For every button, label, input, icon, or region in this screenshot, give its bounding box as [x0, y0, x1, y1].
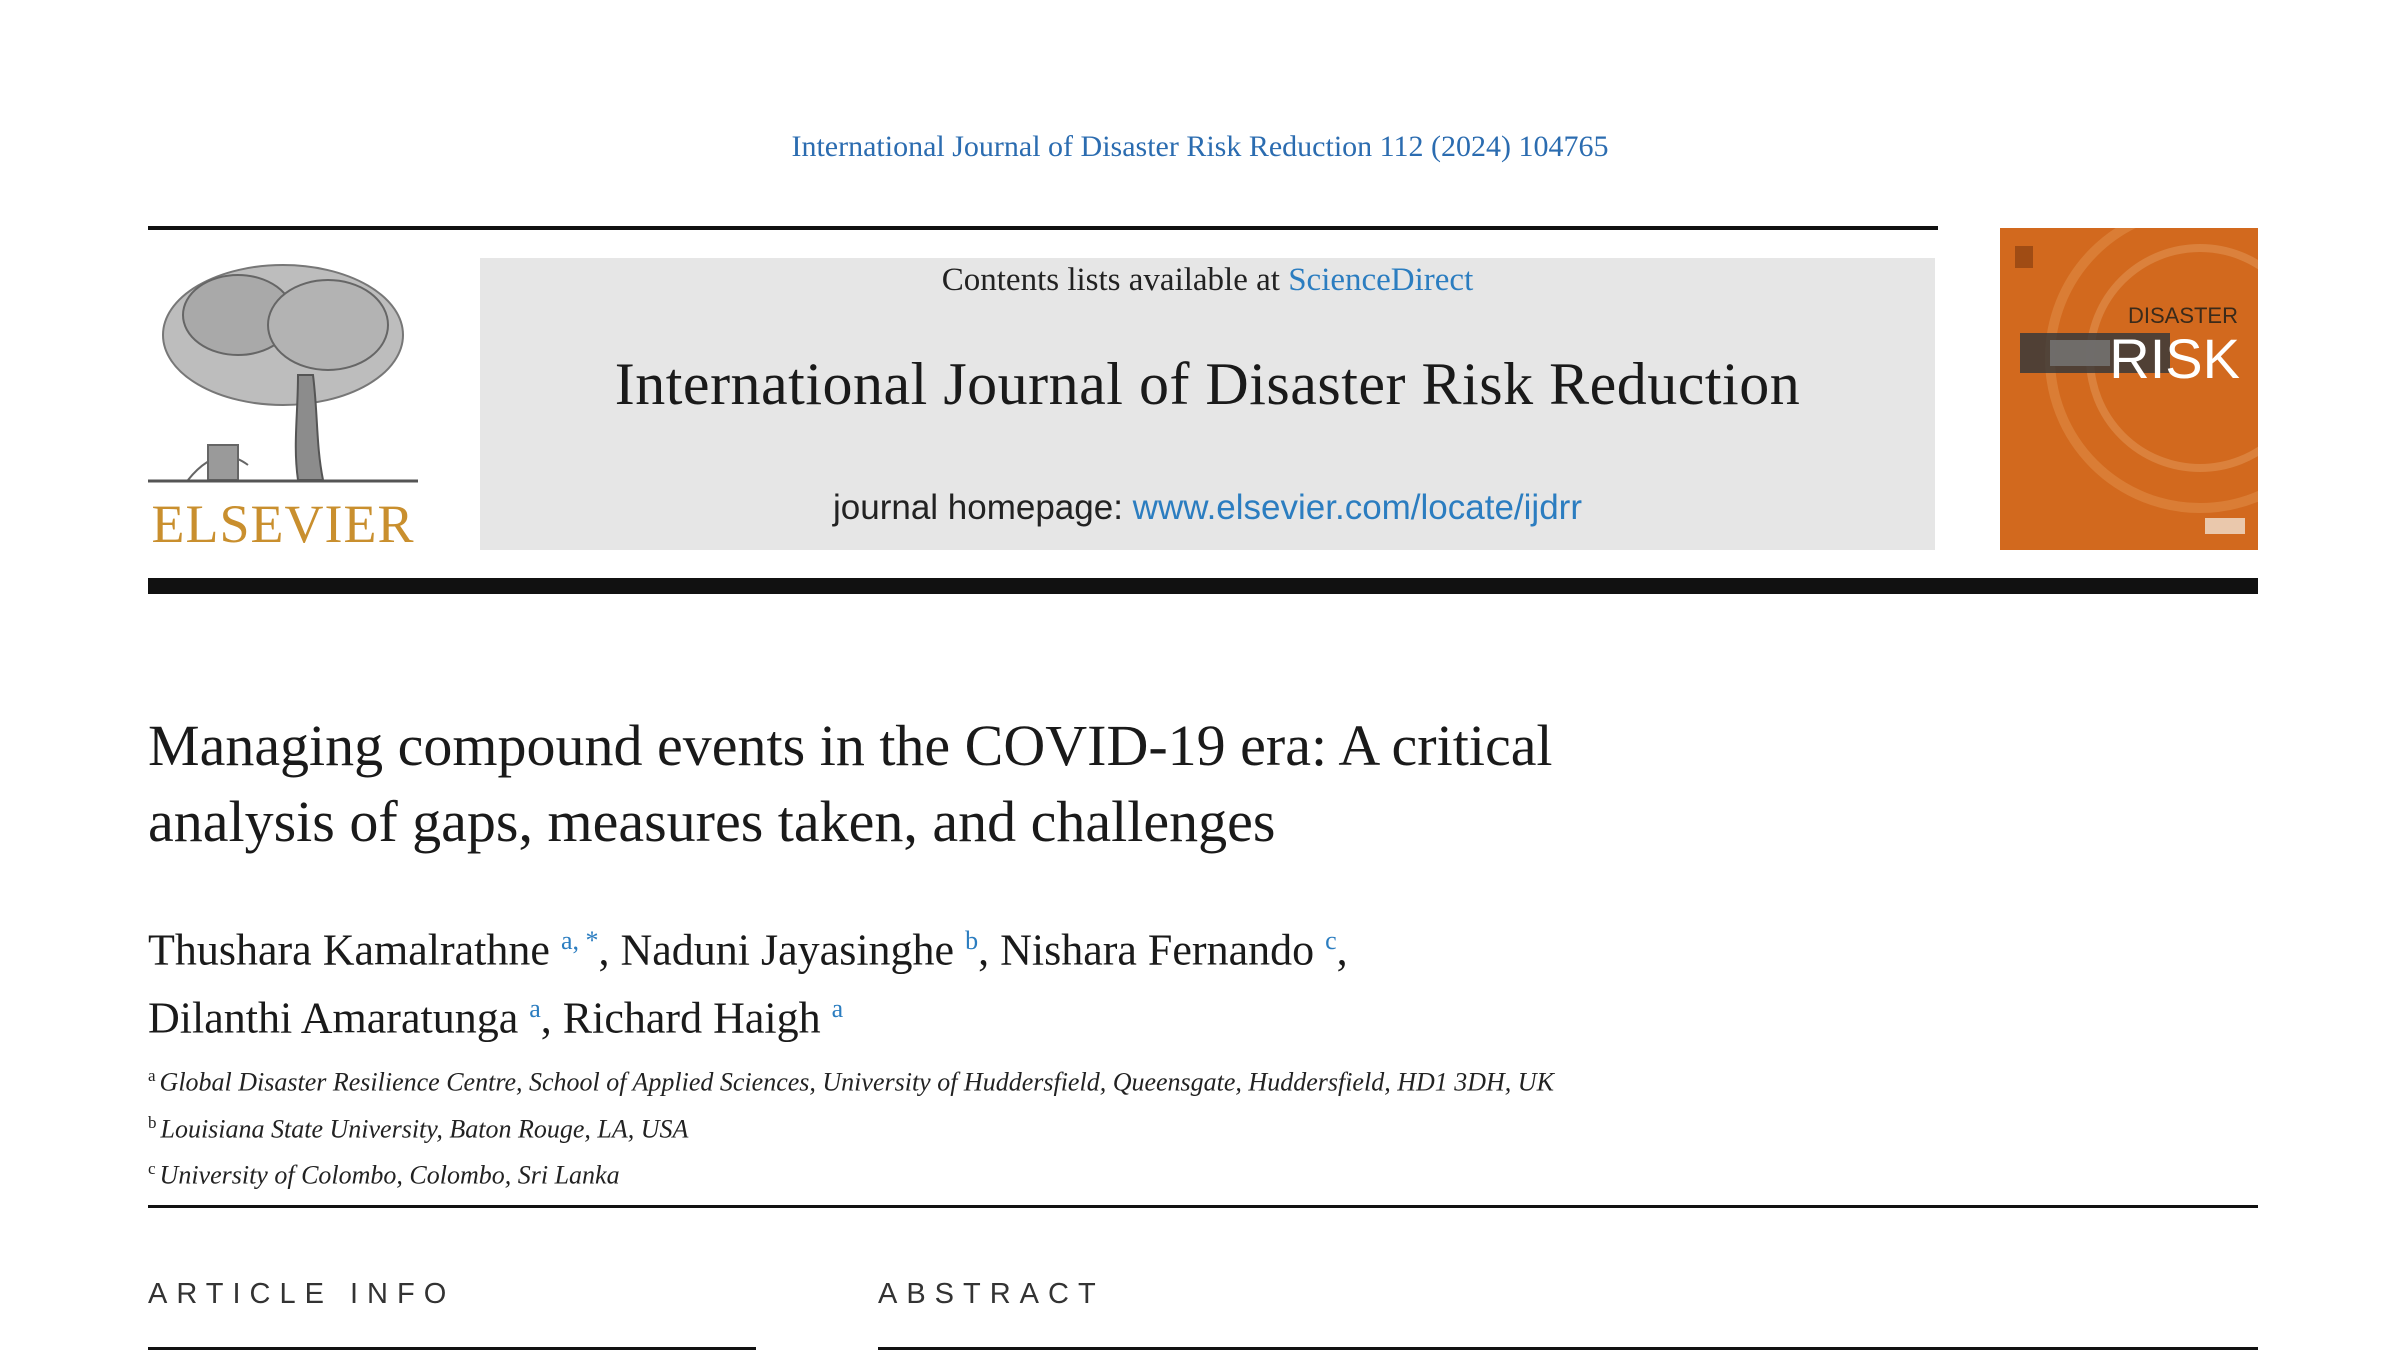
author-name[interactable]: Dilanthi Amaratunga [148, 993, 519, 1043]
journal-banner [480, 258, 1935, 550]
author-name[interactable]: Naduni Jayasinghe [620, 925, 955, 975]
contents-prefix: Contents lists available at [941, 262, 1280, 298]
affiliation-text: Louisiana State University, Baton Rouge, LA, USA [160, 1114, 689, 1144]
affiliation-item [148, 1149, 1948, 1196]
journal-citation[interactable]: International Journal of Disaster Risk Reduction 112 (2024) 104765 [791, 130, 1609, 163]
header-thick-rule [148, 578, 2258, 594]
affiliation-marker: b [148, 1112, 157, 1132]
elsevier-wordmark: ELSEVIER [151, 494, 415, 554]
cover-title-line2: RISK [2109, 327, 2240, 390]
author-affiliation-marker[interactable]: c [1325, 926, 1337, 955]
article-title-line2: analysis of gaps, measures taken, and challenges [148, 789, 1276, 854]
author-separator: , [598, 925, 621, 975]
author-separator: , [540, 993, 563, 1043]
article-info-heading: ARTICLE INFO [148, 1278, 456, 1310]
author-name[interactable]: Nishara Fernando [1000, 925, 1315, 975]
article-title-line1: Managing compound events in the COVID-19 era: A critical [148, 713, 1553, 778]
abstract-heading: ABSTRACT [878, 1278, 1105, 1310]
elsevier-tree-icon [148, 255, 418, 485]
contents-line [480, 262, 1935, 299]
author-separator: , [1336, 925, 1348, 975]
homepage-line [480, 488, 1935, 528]
author-line-1 [148, 912, 1848, 980]
author-list [148, 912, 1848, 1047]
author-affiliation-marker[interactable]: a [831, 993, 844, 1023]
affiliation-item [148, 1103, 1948, 1150]
article-title [148, 708, 1848, 860]
cover-art-icon [2000, 228, 2258, 550]
homepage-link[interactable]: www.elsevier.com/locate/ijdrr [1132, 488, 1582, 527]
author-name[interactable]: Thushara Kamalrathne [148, 925, 550, 975]
affiliations [148, 1056, 1948, 1196]
homepage-prefix: journal homepage: [833, 488, 1123, 527]
affiliation-marker: c [148, 1159, 156, 1179]
top-rule [148, 226, 1938, 230]
author-affiliation-marker[interactable]: b [965, 926, 979, 955]
author-affiliation-marker[interactable]: a [529, 993, 541, 1023]
cover-title-line1: DISASTER [2127, 303, 2238, 328]
journal-title: International Journal of Disaster Risk Reduction [614, 351, 1801, 417]
affiliation-text: Global Disaster Resilience Centre, School of Applied Sciences, University of Huddersfield, Queensgate, Huddersfield, HD1 3DH, UK [159, 1067, 1554, 1097]
author-line-2 [148, 980, 1848, 1048]
author-separator: , [978, 925, 1001, 975]
affiliation-item [148, 1056, 1948, 1103]
section-divider [148, 1205, 2258, 1208]
sciencedirect-link[interactable]: ScienceDirect [1288, 262, 1474, 298]
author-name[interactable]: Richard Haigh [562, 993, 821, 1043]
elsevier-logo[interactable] [148, 255, 418, 555]
author-affiliation-marker[interactable]: a, * [560, 926, 599, 955]
affiliation-marker: a [148, 1066, 156, 1085]
journal-cover[interactable] [2000, 228, 2258, 550]
affiliation-text: University of Colombo, Colombo, Sri Lanka [159, 1160, 620, 1190]
